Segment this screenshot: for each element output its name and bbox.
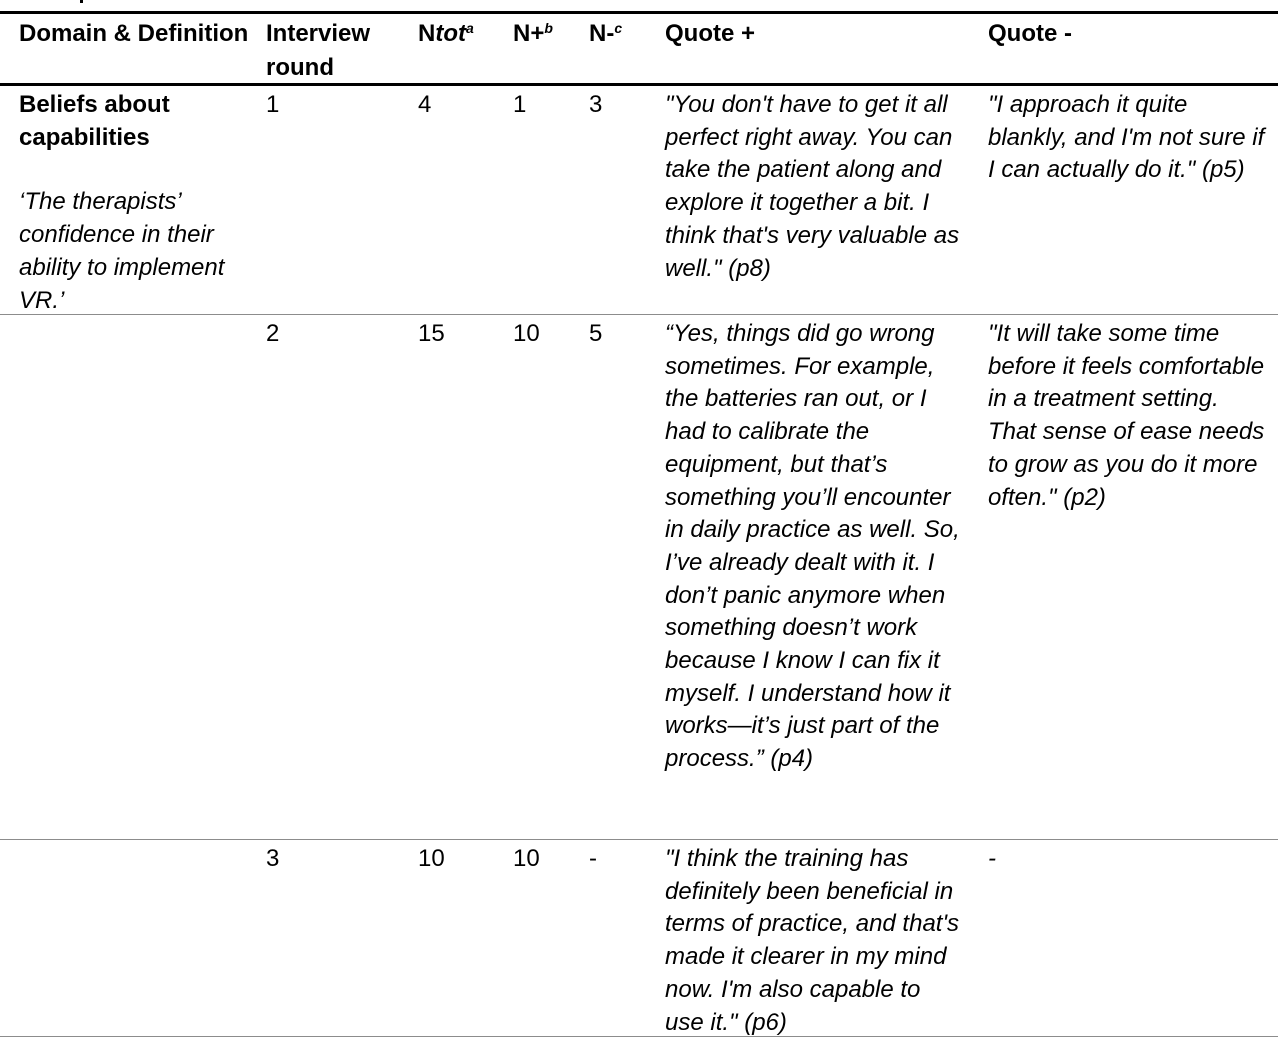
barriers-table xyxy=(0,11,1278,1037)
domain-cell xyxy=(19,89,249,317)
header-nneg xyxy=(589,17,659,51)
header-ntot-footnote: a xyxy=(466,20,474,36)
domain-name: Beliefs about capabilities xyxy=(19,91,170,151)
table-row xyxy=(0,315,1278,840)
ntot-value: 10 xyxy=(418,845,445,872)
nneg-value: 3 xyxy=(589,91,603,118)
header-nneg-label: N- xyxy=(589,20,615,47)
quote-positive: “Yes, things did go wrong sometimes. For example, the batteries ran out, or I had to calibrate the equipment, but that’s something you’ll encounter in daily practice as well. So, I’ve already dealt with it. I don’t panic anymore when something doesn’t work because I know I can fix it myself. I understand how it works—it’s just part of the process.” (p4) xyxy=(665,320,960,773)
npos-value: 1 xyxy=(513,91,527,118)
table-row xyxy=(0,840,1278,1037)
header-npos-footnote: b xyxy=(544,20,553,36)
header-quote-negative: Quote - xyxy=(988,20,1072,47)
header-ntot-n: N xyxy=(418,20,436,47)
header-npos xyxy=(513,17,583,51)
page-dot-mark xyxy=(80,0,83,3)
quote-negative: "I approach it quite blankly, and I'm not sure if I can actually do it." (p5) xyxy=(988,91,1265,184)
npos-value: 10 xyxy=(513,845,540,872)
nneg-value: - xyxy=(589,845,597,872)
header-quote-positive: Quote + xyxy=(665,20,756,47)
header-domain: Domain & Definition xyxy=(19,20,249,47)
table-header-row xyxy=(0,11,1278,86)
domain-definition: ‘The therapists’ confidence in their ability to implement VR.’ xyxy=(19,188,225,314)
quote-positive: "You don't have to get it all perfect right away. You can take the patient along and explore it together a bit. I think that's very valuable as well." (p8) xyxy=(665,91,960,282)
header-ntot-tot: tot xyxy=(435,20,466,47)
quote-positive: "I think the training has definitely been beneficial in terms of practice, and that's made it clearer in my mind now. I'm also capable to use it." (p6) xyxy=(665,845,960,1036)
npos-value: 10 xyxy=(513,320,540,347)
header-interview-round: Interview round xyxy=(266,20,371,81)
ntot-value: 4 xyxy=(418,91,432,118)
nneg-value: 5 xyxy=(589,320,603,347)
header-nneg-footnote: c xyxy=(614,20,623,36)
ntot-value: 15 xyxy=(418,320,445,347)
interview-round: 2 xyxy=(266,320,280,347)
table-row xyxy=(0,86,1278,315)
header-npos-label: N+ xyxy=(513,20,545,47)
interview-round: 1 xyxy=(266,91,280,118)
interview-round: 3 xyxy=(266,845,280,872)
quote-negative: - xyxy=(988,845,996,872)
quote-negative: "It will take some time before it feels comfortable in a treatment setting. That sense of ease needs to grow as you do it more often." (p2) xyxy=(988,320,1265,511)
header-ntot xyxy=(418,17,498,51)
